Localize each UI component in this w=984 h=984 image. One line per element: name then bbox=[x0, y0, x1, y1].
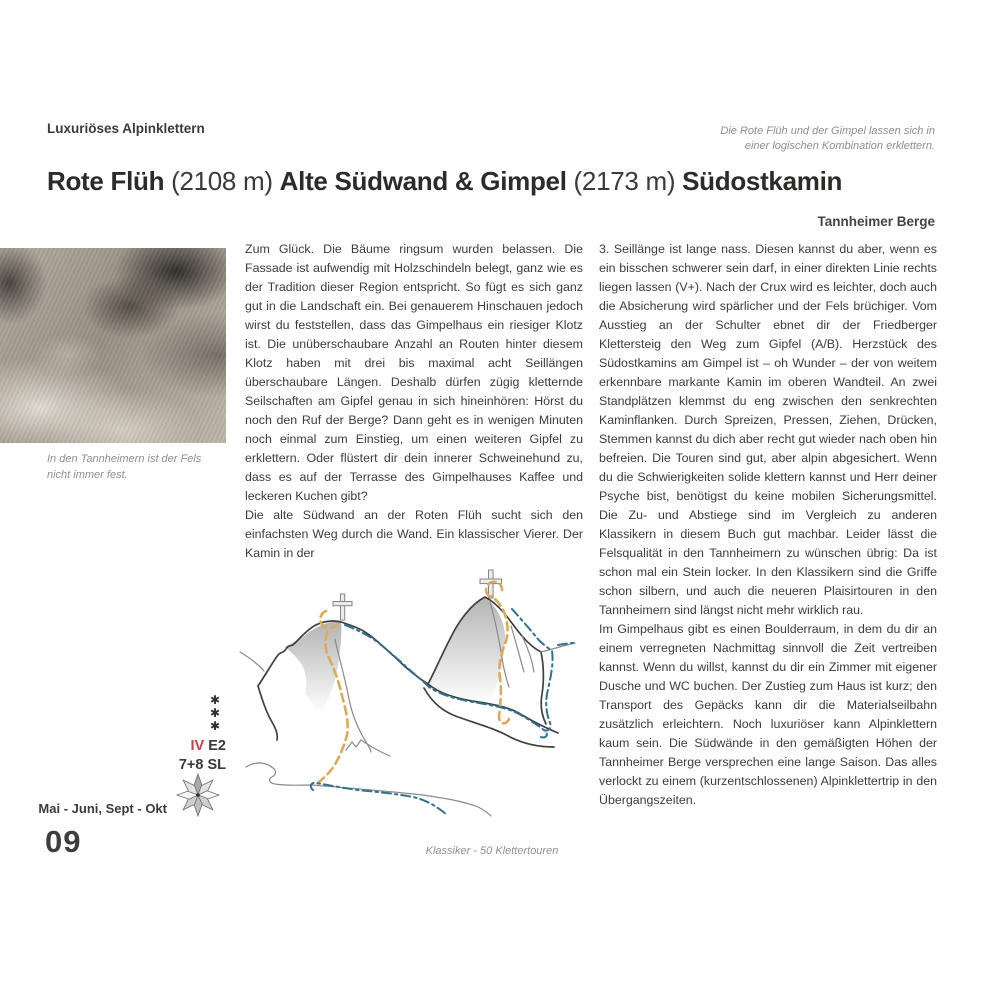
topo-sketch-figure bbox=[228, 554, 584, 840]
title-route: Südostkamin bbox=[682, 166, 843, 196]
grade-roman: IV bbox=[190, 738, 205, 754]
intro-note: Die Rote Flüh und der Gimpel lassen sich in einer logischen Kombination erklettern. bbox=[720, 125, 935, 152]
paragraph: Zum Glück. Die Bäume ringsum wurden belassen. Die Fassade ist aufwendig mit Holzschindeln belegt, ganz wie es der Tradition dieser Region entspricht. So fügt es sich ganz gut in die Landschaft ein. Bei genauerem Hinschauen jedoch wirst du feststellen, dass das Gimpelhaus ein riesiger Klotz ist. Die unüberschaubare Anzahl an Routen hinter diesem Klotz haben mit drei bis maximal acht Seillängen überschaubare Längen. Deshalb dürfen zügig kletternde Seilschaften am Gipfel genau in sich hineinhören: Hörst du noch den Ruf der Berge? Dann geht es in wenigen Minuten noch einmal zum Einstieg, um einen weiteren Gipfel zu erklettern. Oder flüstert dir dein innerer Schweinehund zu, dass es auf der Terrasse des Gimpelhauses Kaffee und leckeren Kuchen gibt? bbox=[245, 242, 583, 503]
photo-caption: In den Tannheimern ist der Fels nicht immer fest. bbox=[47, 453, 202, 481]
body-column-middle bbox=[245, 240, 583, 563]
paragraph: 3. Seillänge ist lange nass. Diesen kannst du aber, wenn es ein bisschen schwerer sein darf, in einer direkten Linie rechts liegen lassen (V+). Nach der Crux wird es leichter, doch auch die Absicherung wird spärlicher und der Fels brüchiger. Vom Ausstieg an der Schulter ebnet dir der Friedberger Klettersteig den Weg zum Gipfel (A/B). Herzstück des Südostkamins am Gimpel ist – oh Wunder – der von weitem erkennbare markante Kamin im oberen Wandteil. An zwei Standplätzen klemmst du eng zwischen den senkrechten Kaminflanken. Durch Spreizen, Pressen, Ziehen, Drücken, Stemmen kannst du dich aber recht gut wieder nach oben hin befreien. Die Touren sind gut, aber alpin abgesichert. Wenn du die Schwierigkeiten solide klettern kannst und Herr deiner Psyche bist, benötigst du keine mobilen Sicherungsmittel. Die Zu- und Abstiege sind im Vergleich zu anderen Klassikern in diesem Buch gut machbar. Leider lässt die Felsqualität in den Tannheimern zu wünschen übrig: Da ist schon mal ein Stein locker. In den Klassikern sind die Griffe schon silbern, und auch die neueren Plaisirtouren in den Tannheimern sind längst nicht mehr wirklich rau. bbox=[599, 242, 937, 617]
chapter-kicker: Luxuriöses Alpinklettern bbox=[47, 121, 205, 136]
star-icon: ✱ bbox=[209, 693, 221, 707]
summit-cross-icon bbox=[480, 570, 502, 598]
page-number: 09 bbox=[45, 824, 82, 859]
rock-photo bbox=[0, 248, 226, 443]
summit-cross-icon bbox=[333, 594, 352, 620]
title-elevation2: (2173 m) bbox=[566, 166, 683, 196]
compass-rose-icon bbox=[172, 769, 224, 821]
page-title bbox=[47, 166, 842, 197]
star-icon: ✱ bbox=[209, 706, 221, 720]
title-peak2: Alte Südwand & Gimpel bbox=[279, 166, 567, 196]
terrain-detail-lines bbox=[240, 602, 575, 816]
title-peak1: Rote Flüh bbox=[47, 166, 165, 196]
terrain-outlines bbox=[258, 597, 558, 747]
paragraph: Die alte Südwand an der Roten Flüh sucht sich den einfachsten Weg durch die Wand. Ein klassischer Vierer. Der Kamin in der bbox=[245, 508, 583, 560]
title-elevation1: (2108 m) bbox=[164, 166, 280, 196]
star-icon: ✱ bbox=[209, 719, 221, 733]
route-line-blue bbox=[311, 609, 575, 814]
grade-line bbox=[130, 737, 226, 756]
book-footer: Klassiker - 50 Klettertouren bbox=[425, 845, 559, 857]
paragraph: Im Gimpelhaus gibt es einen Boulderraum, in dem du dir an einem verregneten Nachmittag sinnvoll die Zeit vertreiben kannst. Wenn du willst, kannst du dir ein Zimmer mit eigener Dusche und WC buchen. Der Zustieg zum Haus ist kurz; den Transport des Gepäcks kann dir die Materialseilbahn zusätzlich erleichtern. Noch luxuriöser kann Alpinklettern kaum sein. Die Südwände in den gemäßigten Höhen der Tannheimer Berge versprechen eine lange Saison. Das alles verlockt zu einem (kurzentschlossenen) Alpinklettertrip in den Übergangszeiten. bbox=[599, 622, 937, 807]
region-label: Tannheimer Berge bbox=[817, 214, 935, 229]
pitches-label: 7+8 SL bbox=[178, 756, 226, 773]
season-label: Mai - Juni, Sept - Okt bbox=[38, 801, 167, 816]
difficulty-stars bbox=[204, 694, 226, 733]
body-column-right bbox=[599, 240, 937, 810]
grade-alpine: E2 bbox=[208, 738, 226, 754]
